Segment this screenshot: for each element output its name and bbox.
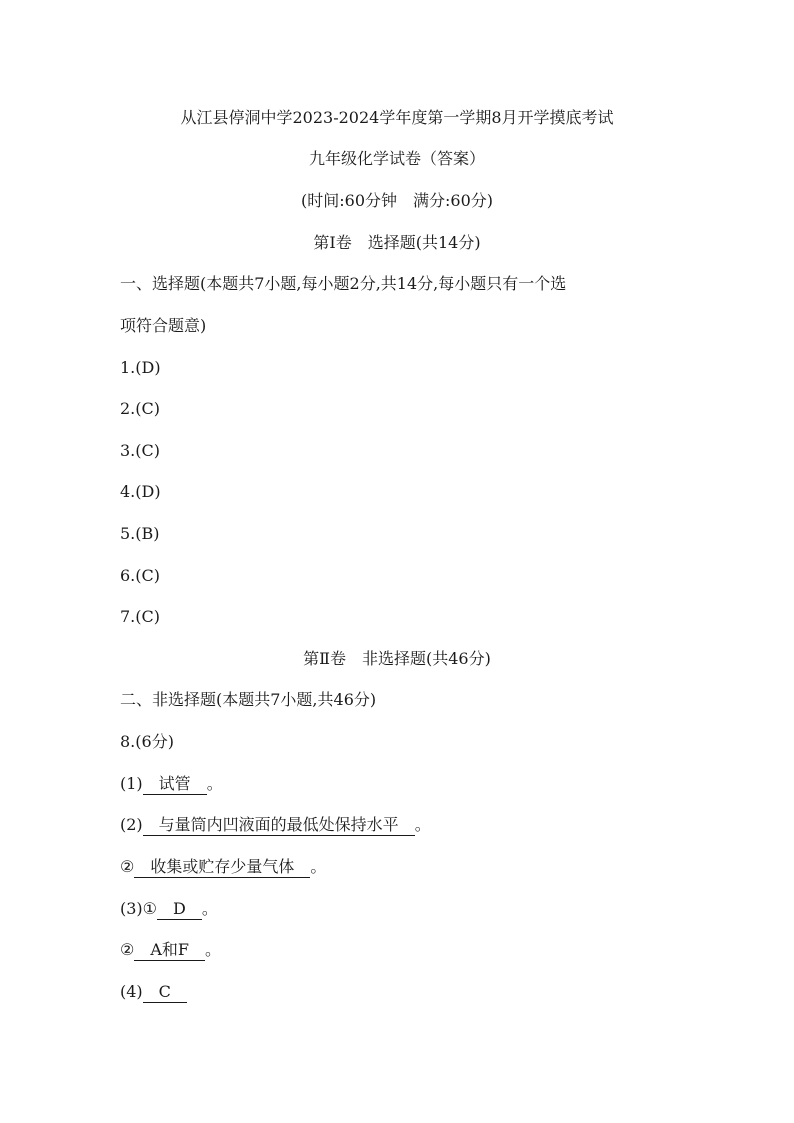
q8-answer-6 xyxy=(120,981,187,1003)
q8-answer-4-blank: D xyxy=(157,899,202,918)
q8-answer-2 xyxy=(120,814,431,836)
part1-instruction-line2: 项符合题意) xyxy=(120,316,207,335)
part1-heading: 第Ⅰ卷 选择题(共14分) xyxy=(313,233,481,252)
q8-answer-4-prefix: (3)① xyxy=(120,899,158,918)
part2-heading: 第Ⅱ卷 非选择题(共46分) xyxy=(303,649,491,668)
q8-answer-4-suffix: 。 xyxy=(201,899,218,918)
answer-5: 5.(B) xyxy=(120,524,160,543)
q8-answer-3-suffix: 。 xyxy=(310,857,327,876)
q8-answer-1-prefix: (1) xyxy=(120,774,143,793)
q8-answer-1-suffix: 。 xyxy=(206,774,223,793)
answer-7: 7.(C) xyxy=(120,607,160,626)
q8-answer-5-suffix: 。 xyxy=(205,940,222,959)
answer-6: 6.(C) xyxy=(120,566,160,585)
answer-3: 3.(C) xyxy=(120,441,160,460)
answer-2: 2.(C) xyxy=(120,399,160,418)
q8-answer-2-blank: 与量筒内凹液面的最低处保持水平 xyxy=(142,815,415,834)
part1-instruction-line1: 一、选择题(本题共7小题,每小题2分,共14分,每小题只有一个选 xyxy=(120,274,567,293)
q8-answer-4 xyxy=(120,898,218,920)
q8-answer-5 xyxy=(120,939,221,961)
q8-answer-2-suffix: 。 xyxy=(414,815,431,834)
part2-instruction: 二、非选择题(本题共7小题,共46分) xyxy=(120,690,377,709)
q8-answer-1 xyxy=(120,773,223,795)
document-subtitle: 九年级化学试卷（答案） xyxy=(308,149,485,168)
q8-answer-3-prefix: ② xyxy=(120,857,135,876)
question-8-title: 8.(6分) xyxy=(120,732,174,751)
q8-answer-6-prefix: (4) xyxy=(120,982,143,1001)
document-title: 从江县停洞中学2023-2024学年度第一学期8月开学摸底考试 xyxy=(180,108,614,127)
exam-time-info: (时间:60分钟 满分:60分) xyxy=(301,191,493,210)
q8-answer-1-blank: 试管 xyxy=(142,774,207,793)
answer-4: 4.(D) xyxy=(120,482,161,501)
q8-answer-6-blank: C xyxy=(142,982,187,1001)
q8-answer-3 xyxy=(120,856,326,878)
answer-1: 1.(D) xyxy=(120,358,161,377)
q8-answer-5-blank: A和F xyxy=(134,940,206,959)
q8-answer-3-blank: 收集或贮存少量气体 xyxy=(134,857,311,876)
q8-answer-2-prefix: (2) xyxy=(120,815,143,834)
q8-answer-5-prefix: ② xyxy=(120,940,135,959)
